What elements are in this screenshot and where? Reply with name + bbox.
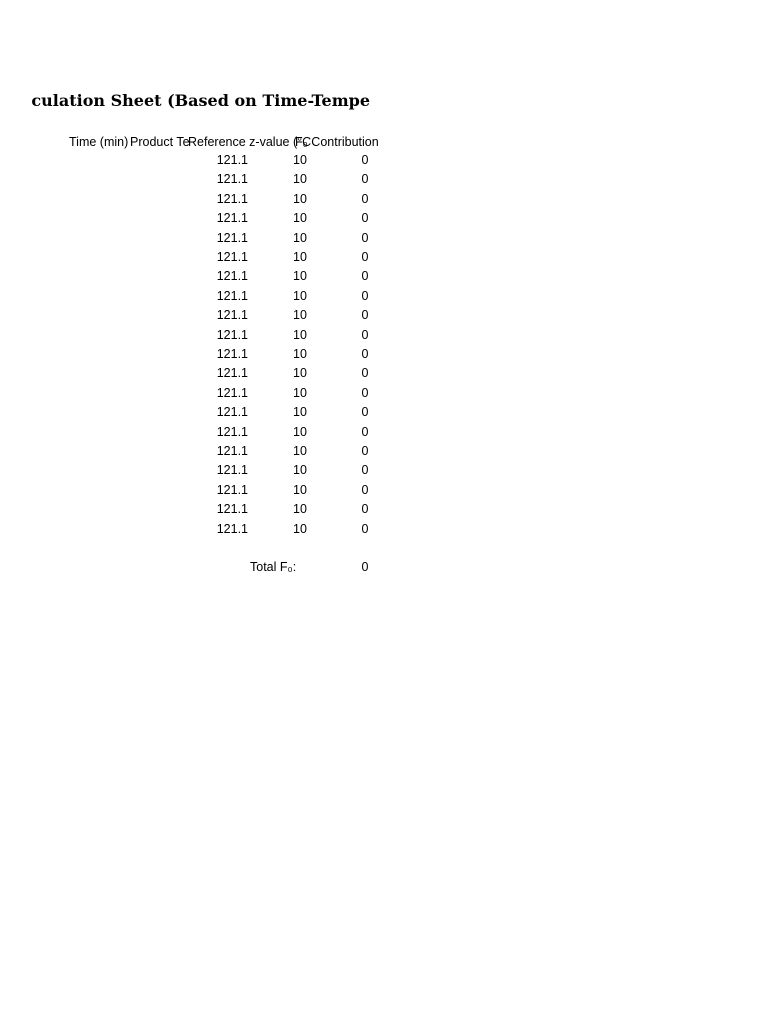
f0-contribution-cell: 0 (361, 444, 369, 458)
f0-contribution-cell: 0 (361, 153, 369, 167)
table-row (0, 520, 420, 539)
table-row (0, 345, 420, 364)
table-row (0, 287, 420, 306)
z-value-cell: 10 (293, 424, 307, 439)
z-value-cell: 10 (293, 191, 307, 206)
table-row (0, 267, 420, 286)
table-row (0, 500, 420, 519)
table-row (0, 170, 420, 189)
z-value-cell: 10 (293, 211, 307, 226)
table-row (0, 151, 420, 170)
reference-cell: 121.1 (216, 172, 248, 187)
reference-cell: 121.1 (216, 327, 248, 342)
header-product-temp: Product Te (130, 135, 190, 149)
table-row (0, 190, 420, 209)
total-value: 0 (361, 560, 369, 574)
f0-contribution-cell: 0 (361, 463, 369, 478)
header-z-value: z-value (°C (249, 135, 312, 149)
reference-cell: 121.1 (216, 269, 248, 284)
total-label: Total F₀: (250, 560, 297, 574)
reference-cell: 121.1 (216, 153, 248, 167)
z-value-cell: 10 (293, 444, 307, 458)
reference-cell: 121.1 (216, 366, 248, 381)
f0-contribution-cell: 0 (361, 288, 369, 303)
f0-contribution-cell: 0 (361, 308, 369, 323)
f0-contribution-cell: 0 (361, 269, 369, 284)
z-value-cell: 10 (293, 308, 307, 323)
header-time: Time (min) (69, 135, 129, 149)
z-value-cell: 10 (293, 405, 307, 420)
reference-cell: 121.1 (216, 288, 248, 303)
reference-cell: 121.1 (216, 424, 248, 439)
reference-cell: 121.1 (216, 230, 248, 245)
sheet-title-text: culation Sheet (Based on Time-Tempe (31, 91, 370, 110)
f0-contribution-cell: 0 (361, 502, 369, 517)
table-row (0, 306, 420, 325)
reference-cell: 121.1 (216, 405, 248, 420)
z-value-cell: 10 (293, 288, 307, 303)
z-value-cell: 10 (293, 347, 307, 361)
reference-cell: 121.1 (216, 521, 248, 536)
z-value-cell: 10 (293, 250, 307, 264)
reference-cell: 121.1 (216, 211, 248, 226)
table-row (0, 209, 420, 228)
reference-cell: 121.1 (216, 444, 248, 458)
header-f0-contribution: F₀ Contribution (295, 135, 379, 149)
f0-contribution-cell: 0 (361, 366, 369, 381)
reference-cell: 121.1 (216, 463, 248, 478)
reference-cell: 121.1 (216, 347, 248, 361)
z-value-cell: 10 (293, 269, 307, 284)
f0-contribution-cell: 0 (361, 482, 369, 497)
table-row (0, 326, 420, 345)
f0-contribution-cell: 0 (361, 230, 369, 245)
table-row (0, 229, 420, 248)
f0-contribution-cell: 0 (361, 347, 369, 361)
z-value-cell: 10 (293, 366, 307, 381)
table-row (0, 481, 420, 500)
header-reference-z (188, 133, 312, 151)
f0-contribution-cell: 0 (361, 211, 369, 226)
table-row (0, 384, 420, 403)
f0-contribution-cell: 0 (361, 385, 369, 400)
table-row (0, 403, 420, 422)
reference-cell: 121.1 (216, 308, 248, 323)
table-row (0, 461, 420, 480)
z-value-cell: 10 (293, 385, 307, 400)
f0-contribution-cell: 0 (361, 250, 369, 264)
reference-cell: 121.1 (216, 482, 248, 497)
f0-contribution-cell: 0 (361, 424, 369, 439)
z-value-cell: 10 (293, 482, 307, 497)
z-value-cell: 10 (293, 230, 307, 245)
table-row (0, 248, 420, 267)
z-value-cell: 10 (293, 502, 307, 517)
z-value-cell: 10 (293, 463, 307, 478)
z-value-cell: 10 (293, 327, 307, 342)
z-value-cell: 10 (293, 153, 307, 167)
table-row (0, 364, 420, 383)
reference-cell: 121.1 (216, 250, 248, 264)
f0-contribution-cell: 0 (361, 521, 369, 536)
table-row (0, 442, 420, 461)
f0-contribution-cell: 0 (361, 327, 369, 342)
f0-contribution-cell: 0 (361, 172, 369, 187)
reference-cell: 121.1 (216, 191, 248, 206)
z-value-cell: 10 (293, 172, 307, 187)
f0-contribution-cell: 0 (361, 405, 369, 420)
header-reference: Reference (188, 135, 246, 149)
sheet-title (0, 88, 370, 114)
table-row (0, 423, 420, 442)
reference-cell: 121.1 (216, 385, 248, 400)
f0-contribution-cell: 0 (361, 191, 369, 206)
z-value-cell: 10 (293, 521, 307, 536)
reference-cell: 121.1 (216, 502, 248, 517)
